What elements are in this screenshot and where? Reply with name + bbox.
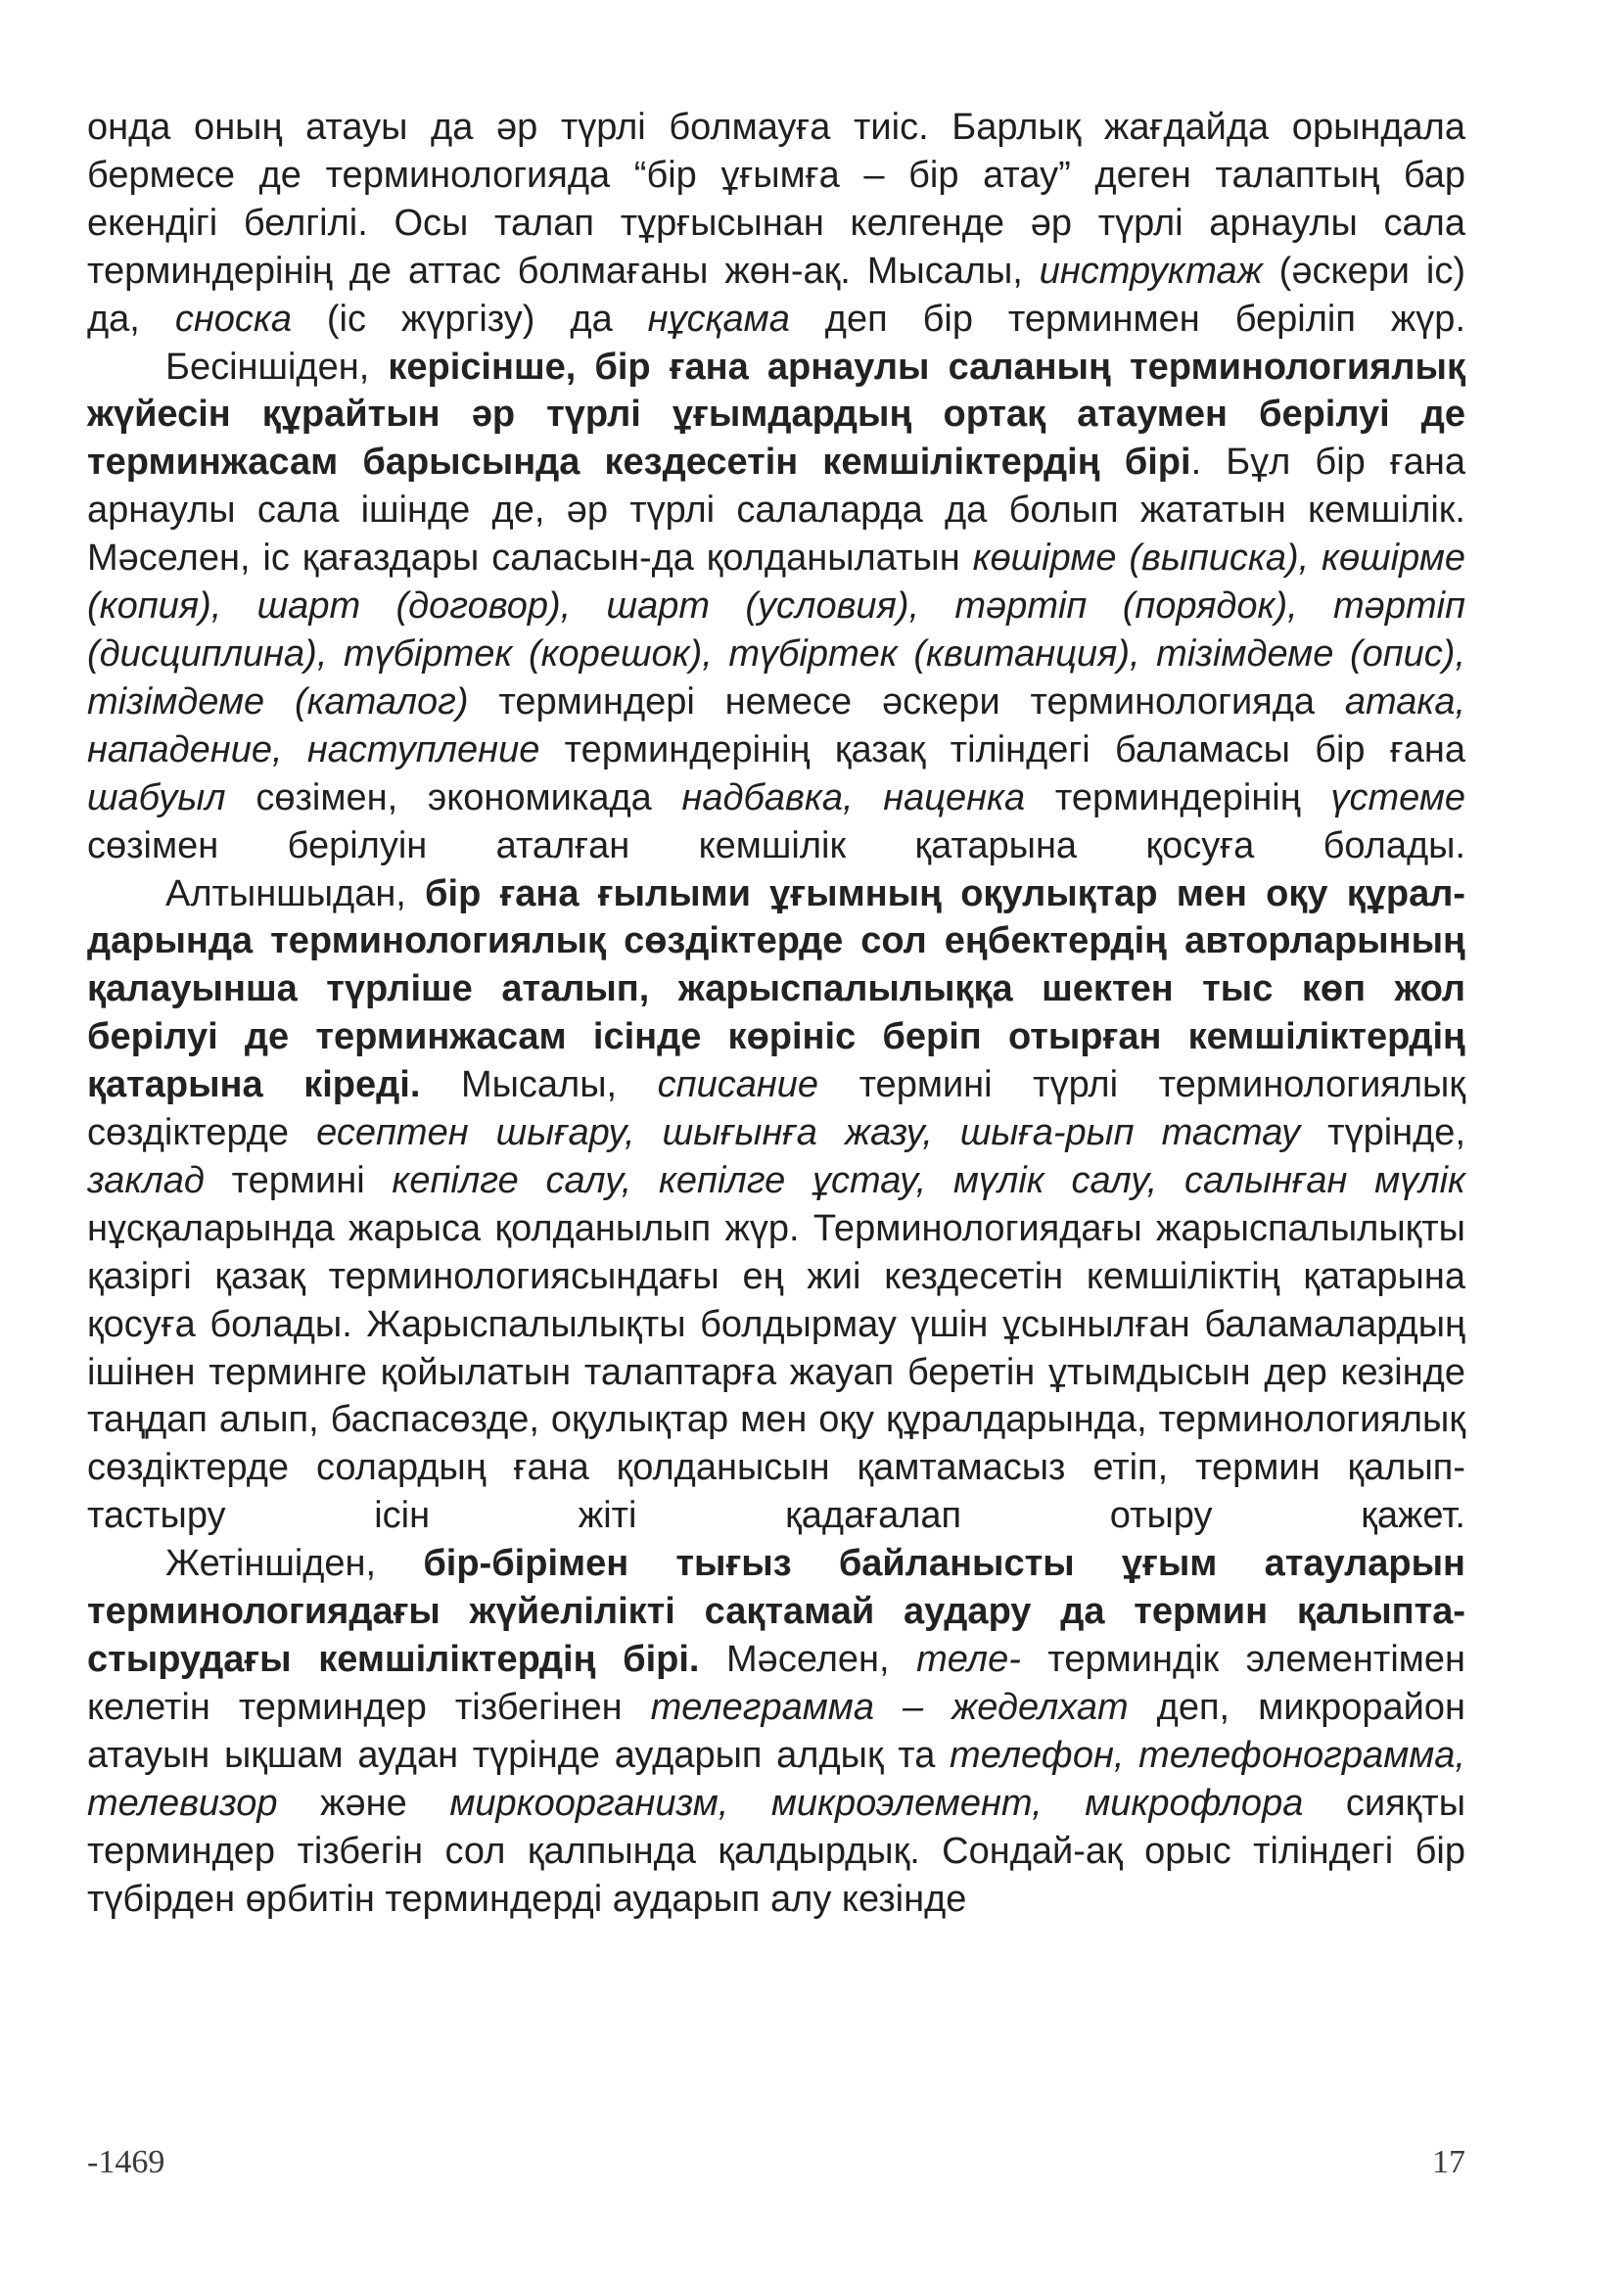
text-run: сөзімен берілуін аталған кемшілік қатарына қосуға болады. [87,824,1465,866]
text-run: терминдік элементімен келетін терминдер тізбегінен [87,1639,1466,1728]
text-run: Бесіншіден, [165,346,389,388]
italic-term: нұсқама [647,298,790,340]
text-run: терминдері немесе әскери терминологияда [468,680,1345,723]
italic-term: сноска [174,298,292,340]
italic-term: инструктаж [1039,250,1263,292]
italic-term: миркоорганизм, микроэлемент, микрофлора [449,1782,1304,1824]
text-run: және [277,1782,450,1824]
bold-text: бір-бірімен тығыз байланысты ұғым атауларын терминологиядағы жүйелілікті сақтамай аудару да термин қалыпта-стырудағы кемшіліктердің бірі. [87,1543,1465,1680]
italic-term: списание [657,1064,819,1106]
text-run: түрінде, [1300,1112,1465,1154]
italic-term: үстеме [1330,776,1465,818]
text-run: нұсқаларында жарыса қолданылып жүр. Терминологиядағы жарыспалылықты қазіргі қазақ терминологиясындағы ең жиі кездесетін кемшіліктің қатарына қосуға болады. Жарыспалылықты болдырмау үшін ұсынылған баламалардың ішінен терминге қойылатын талаптарға жауап беретін ұтымдысын дер кезінде таңдап алып, баспасөзде, оқулықтар мен оқу құралдарында, терминологиялық сөздіктерде солардың ғана қолданысын қамтамасыз етіп, термин қалып-тастыру ісін жіті қадағалап отыру қажет. [87,1207,1465,1537]
text-run: . Бұл бір ғана арнаулы сала ішінде де, әр түрлі салаларда да болып жататын кемшілік. Мәселен, іс қағаздары саласын-да қолданылатын [87,442,1465,580]
text-run: Мәселен, [699,1639,917,1680]
bold-text: керісінше, бір ғана арнаулы саланың терминологиялық жүйесін құрайтын әр түрлі ұғымдардың ортақ атаумен берілуі де терминжасам барысында кездесетін кемшіліктердің бірі [87,346,1465,484]
text-run: термині түрлі терминологиялық сөздіктерде [87,1064,1465,1154]
text-run: деп бір терминмен беріліп жүр. [789,298,1466,340]
italic-term: надбавка, наценка [681,776,1026,818]
text-run: термині [204,1159,393,1201]
italic-term: шабуыл [87,776,226,818]
page-footer [87,2144,1465,2181]
text-run: сөзімен, экономикада [225,776,682,818]
text-run: Алтыншыдан, [165,872,426,914]
paragraph [87,104,1465,344]
text-run: деп, микрорайон атауын ықшам аудан түрінде аударып алдық та [87,1686,1465,1776]
italic-term: көшірме (выписка), көшірме (копия), шарт (договор), шарт (условия), тәртіп (порядок), тәртіп (дисциплина), түбіртек (корешок), түбіртек (квитанция), тізімдеме (опис), тізімдеме (каталог) [87,537,1465,723]
paragraph [87,1540,1465,1923]
paragraph [87,870,1465,1541]
text-run: сияқты терминдер тізбегін сол қалпында қалдырдық. Сондай-ақ орыс тіліндегі бір түбірден өрбитін терминдерді аударып алу кезінде [87,1782,1466,1920]
italic-term: телеграмма – жеделхат [650,1686,1129,1728]
text-run: (іс жүргізу) да [291,298,648,340]
italic-term: кепілге салу, кепілге ұстау, мүлік салу, салынған мүлік [392,1159,1465,1201]
print-code: -1469 [87,2144,165,2180]
italic-term: теле- [916,1639,1021,1680]
bold-text: бір ғана ғылыми ұғымның оқулықтар мен оқу құрал-дарында терминологиялық сөздіктерде сол еңбектердің авторларының қалауынша түрліше аталып, жарыспалылыққа шектен тыс көп жол берілуі де терминжасам ісінде көрініс беріп отырған кемшіліктердің қатарына кіреді. [87,872,1465,1106]
text-run: Мысалы, [420,1064,658,1106]
text-run: Жетіншіден, [165,1543,424,1585]
italic-term: атака, нападение, наступление [87,680,1466,770]
text-run: онда оның атауы да әр түрлі болмауға тиіс. Барлық жағдайда орындала бермесе де терминологияда “бір ұғымға – бір атау” деген талаптың бар екендігі белгілі. Осы талап тұрғысынан келгенде әр түрлі арнаулы сала терминдерінің де аттас болмағаны жөн-ақ. Мысалы, [87,107,1465,292]
paragraph [87,344,1465,870]
italic-term: заклад [87,1159,205,1201]
text-run: (әскери іс) да, [87,250,1465,340]
page-text [87,104,1465,1923]
italic-term: телефон, телефонограмма, телевизор [87,1734,1465,1824]
text-run: терминдерінің [1025,776,1331,818]
italic-term: есептен шығару, шығынға жазу, шыға-рып тастау [316,1112,1301,1154]
text-run: терминдерінің қазақ тіліндегі баламасы бір ғана [539,728,1465,770]
page-number: 17 [1432,2144,1465,2180]
